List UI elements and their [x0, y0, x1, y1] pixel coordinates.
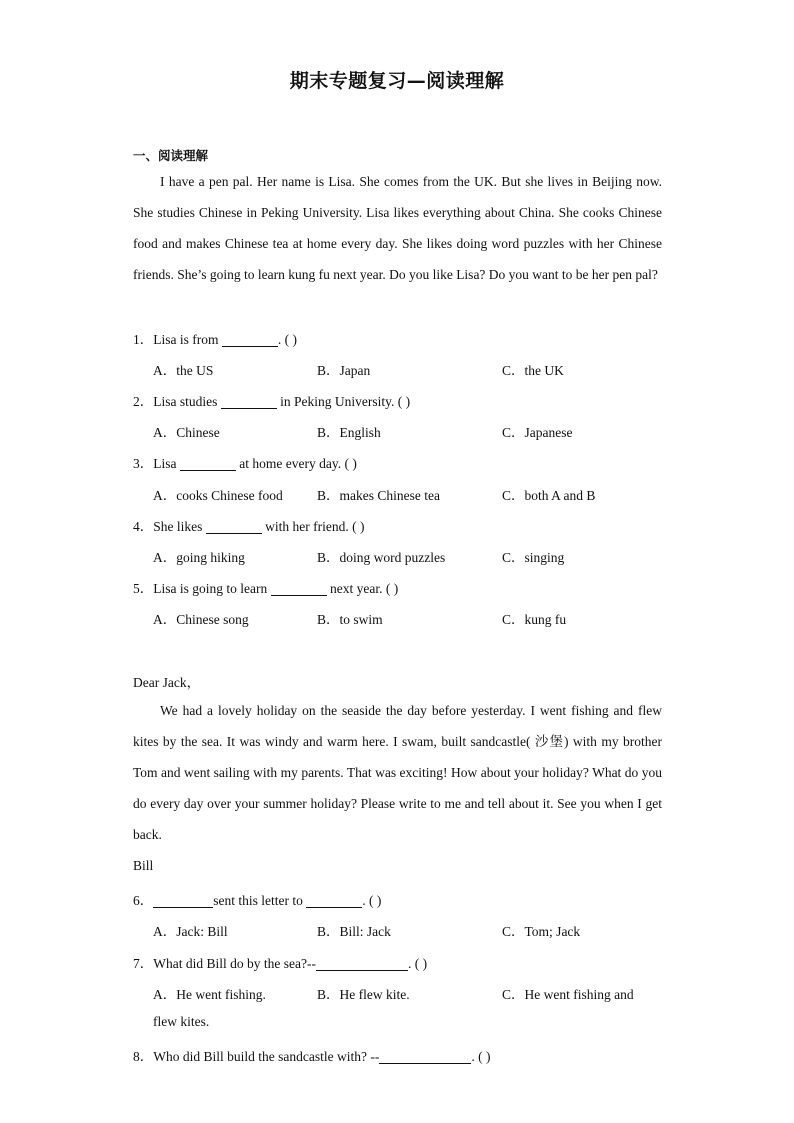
option-c: C．Japanese: [502, 425, 573, 440]
question-4: [133, 515, 364, 535]
option-a: A．cooks Chinese food: [153, 488, 283, 503]
question-tail: . ( ): [471, 1049, 491, 1064]
question-tail: with her friend. ( ): [265, 519, 365, 534]
answer-blank: [379, 1050, 471, 1065]
question-3: [133, 452, 357, 472]
answer-blank: [221, 395, 277, 410]
question-number: 7．: [133, 956, 154, 971]
option-c: C．Tom; Jack: [502, 924, 581, 939]
answer-blank: [153, 894, 213, 909]
answer-blank: [271, 582, 327, 597]
letter-greeting: Dear Jack，: [133, 675, 201, 690]
option-c: C．singing: [502, 550, 565, 565]
question-number: 6．: [133, 893, 154, 908]
option-b: B．Japan: [317, 363, 371, 378]
question-6: [133, 889, 381, 909]
option-a: A．going hiking: [153, 550, 245, 565]
question-7: [133, 952, 427, 972]
answer-blank: [222, 333, 278, 348]
question-tail: at home every day. ( ): [239, 456, 357, 471]
passage-1: [133, 166, 662, 290]
question-number: 1．: [133, 332, 154, 347]
question-stem: Lisa is from: [153, 332, 219, 347]
question-number: 4．: [133, 519, 154, 534]
question-stem: She likes: [153, 519, 203, 534]
answer-blank: [306, 894, 362, 909]
option-a: A．the US: [153, 363, 214, 378]
option-b: B．doing word puzzles: [317, 550, 446, 565]
question-tail: in Peking University. ( ): [280, 394, 411, 409]
question-middle: sent this letter to: [213, 893, 303, 908]
question-stem: Lisa: [153, 456, 177, 471]
question-number: 3．: [133, 456, 154, 471]
question-5: [133, 577, 398, 597]
question-tail: . ( ): [277, 332, 297, 347]
answer-blank: [180, 457, 236, 472]
option-c: C．both A and B: [502, 488, 596, 503]
option-c: C．kung fu: [502, 612, 567, 627]
question-tail: . ( ): [407, 956, 428, 971]
question-number: 2．: [133, 394, 154, 409]
letter-signature: Bill: [133, 858, 154, 873]
option-c: C．He went fishing and: [502, 987, 634, 1002]
option-a: A．Chinese: [153, 425, 220, 440]
letter-body: [133, 695, 662, 850]
question-1: [133, 328, 297, 348]
question-tail: next year. ( ): [329, 581, 399, 596]
answer-blank: [206, 520, 262, 535]
question-tail: . ( ): [362, 893, 382, 908]
option-a: A．Chinese song: [153, 612, 249, 627]
letter-body-text: We had a lovely holiday on the seaside the day before yesterday. I went fishing and flew kites by the sea. It was windy and warm here. I swam, built sandcastle( 沙堡) with my brother Tom and went sailing with my parents. That was exciting! How about your holiday? What do you do every day over your summer holiday? Please write to me and tell about it. See you when I get back.: [133, 703, 662, 842]
page-title: 期末专题复习—阅读理解: [289, 70, 505, 92]
option-b: B．makes Chinese tea: [317, 488, 440, 503]
question-2: [133, 390, 410, 410]
option-c-continued: flew kites.: [153, 1014, 210, 1029]
section-heading: 一、阅读理解: [133, 148, 209, 163]
option-b: B．English: [317, 425, 381, 440]
question-number: 8．: [133, 1049, 154, 1064]
option-a: A．Jack: Bill: [153, 924, 228, 939]
question-stem: Lisa is going to learn: [153, 581, 268, 596]
question-8: [133, 1045, 490, 1065]
option-b: B．Bill: Jack: [317, 924, 391, 939]
question-stem: What did Bill do by the sea?--: [153, 956, 316, 971]
answer-blank: [316, 957, 408, 972]
question-number: 5．: [133, 581, 154, 596]
passage-1-text: I have a pen pal. Her name is Lisa. She comes from the UK. But she lives in Beijing now. She studies Chinese in Peking University. Lisa likes everything about China. She cooks Chinese food and makes Chinese tea at home every day. She likes doing word puzzles with her Chinese friends. She’s going to learn kung fu next year. Do you like Lisa? Do you want to be her pen pal?: [133, 174, 662, 282]
option-b: B．He flew kite.: [317, 987, 410, 1002]
option-a: A．He went fishing.: [153, 987, 266, 1002]
option-b: B．to swim: [317, 612, 383, 627]
option-c: C．the UK: [502, 363, 564, 378]
question-stem: Lisa studies: [153, 394, 218, 409]
question-stem: Who did Bill build the sandcastle with? --: [153, 1049, 380, 1064]
